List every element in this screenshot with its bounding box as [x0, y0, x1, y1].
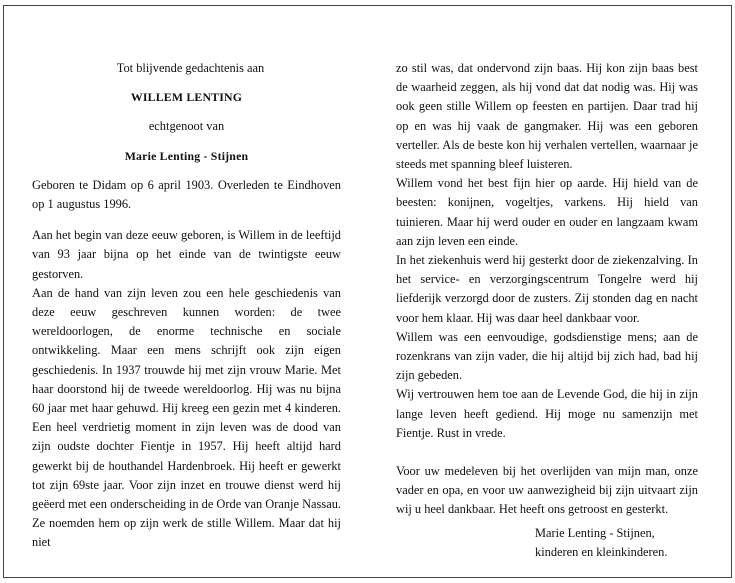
left-paragraph-1: Aan het begin van deze eeuw geboren, is Willem in de leeftijd van 93 jaar bijna op het einde van de twintigste eeuw gestorven. — [32, 228, 341, 281]
spouse-name: Marie Lenting - Stijnen — [124, 148, 249, 163]
thanks-text: Voor uw medeleven bij het overlijden van mijn man, onze vader en opa, en voor uw aanwezigheid bij zijn uitvaart zijn wij u heel dankbaar. Het heeft ons getroost en gesterkt. — [396, 464, 698, 517]
right-paragraph-5: Wij vertrouwen hem toe aan de Levende God, die hij in zijn lange leven heeft gediend. Hij moge nu samenzijn met Fientje. Rust in vrede. — [396, 387, 698, 440]
right-paragraph-1: zo stil was, dat ondervond zijn baas. Hij kon zijn baas best de waarheid zeggen, als hij vond dat dat nodig was. Hij was ook geen stille Willem op feesten en partijen. Daar trad hij op en was hij vaak de gangmaker. Hij was een geboren verteller. Als de beste kon hij verhalen vertellen, waarnaar je steeds met spanning bleef luisteren. — [396, 61, 698, 172]
memorial-line: Tot blijvende gedachtenis aan — [116, 61, 265, 75]
birth-death-text: Geboren te Didam op 6 april 1903. Overleden te Eindhoven op 1 augustus 1996. — [32, 177, 341, 212]
right-paragraph-4: Willem was een eenvoudige, godsdienstige mens; aan de rozenkrans van zijn vader, die hij altijd bij zich had, bad hij zijn gebeden. — [396, 329, 698, 383]
left-paragraph-2: Aan de hand van zijn leven zou een hele geschiedenis van deze eeuw geschreven kunnen worden: de twee wereldoorlogen, de enorme technische en sociale ontwikkeling. Maar een mens schrijft ook zijn eigen geschiedenis. In 1937 trouwde hij met zijn vrouw Marie. Met haar doorstond hij de tweede wereldoorlog. Hij was nu bijna 60 jaar met haar gehuwd. Hij kreeg een gezin met 4 kinderen. Een heel verdrietig moment in zijn leven was de dood van zijn oudste dochter Fientje in 1957. Hij heeft altijd hard gewerkt bij de houthandel Hardenbroek. Hij heeft er gewerkt tot zijn 69ste jaar. Voor zijn inzet en trouwe dienst werd hij geëerd met een onderscheiding in de Orde van Oranje Nassau. Ze noemden hem op zijn werk de stille Willem. Maar dat hij niet — [32, 285, 341, 550]
right-column — [396, 59, 698, 562]
deceased-name: WILLEM LENTING — [130, 90, 243, 105]
right-paragraph-3: In het ziekenhuis werd hij gesterkt door de ziekenzalving. In het service- en verzorgingscentrum Tongelre werd hij liefderijk verzorgd door de zusters. Zij stonden dag en nacht voor hem klaar. Hij was daar heel dankbaar voor. — [396, 253, 698, 325]
signature-line-2: kinderen en kleinkinderen. — [535, 544, 668, 559]
signature-line-1: Marie Lenting - Stijnen, — [535, 525, 655, 540]
spouse-prefix: echtgenoot van — [148, 119, 225, 134]
left-column — [32, 59, 341, 553]
right-paragraph-2: Willem vond het best fijn hier op aarde. Hij hield van de beesten: konijnen, vogeltjes, varkens. Hij hield van tuinieren. Maar hij werd ouder en ouder en langzaam kwam aan zijn leven een einde. — [396, 176, 698, 248]
